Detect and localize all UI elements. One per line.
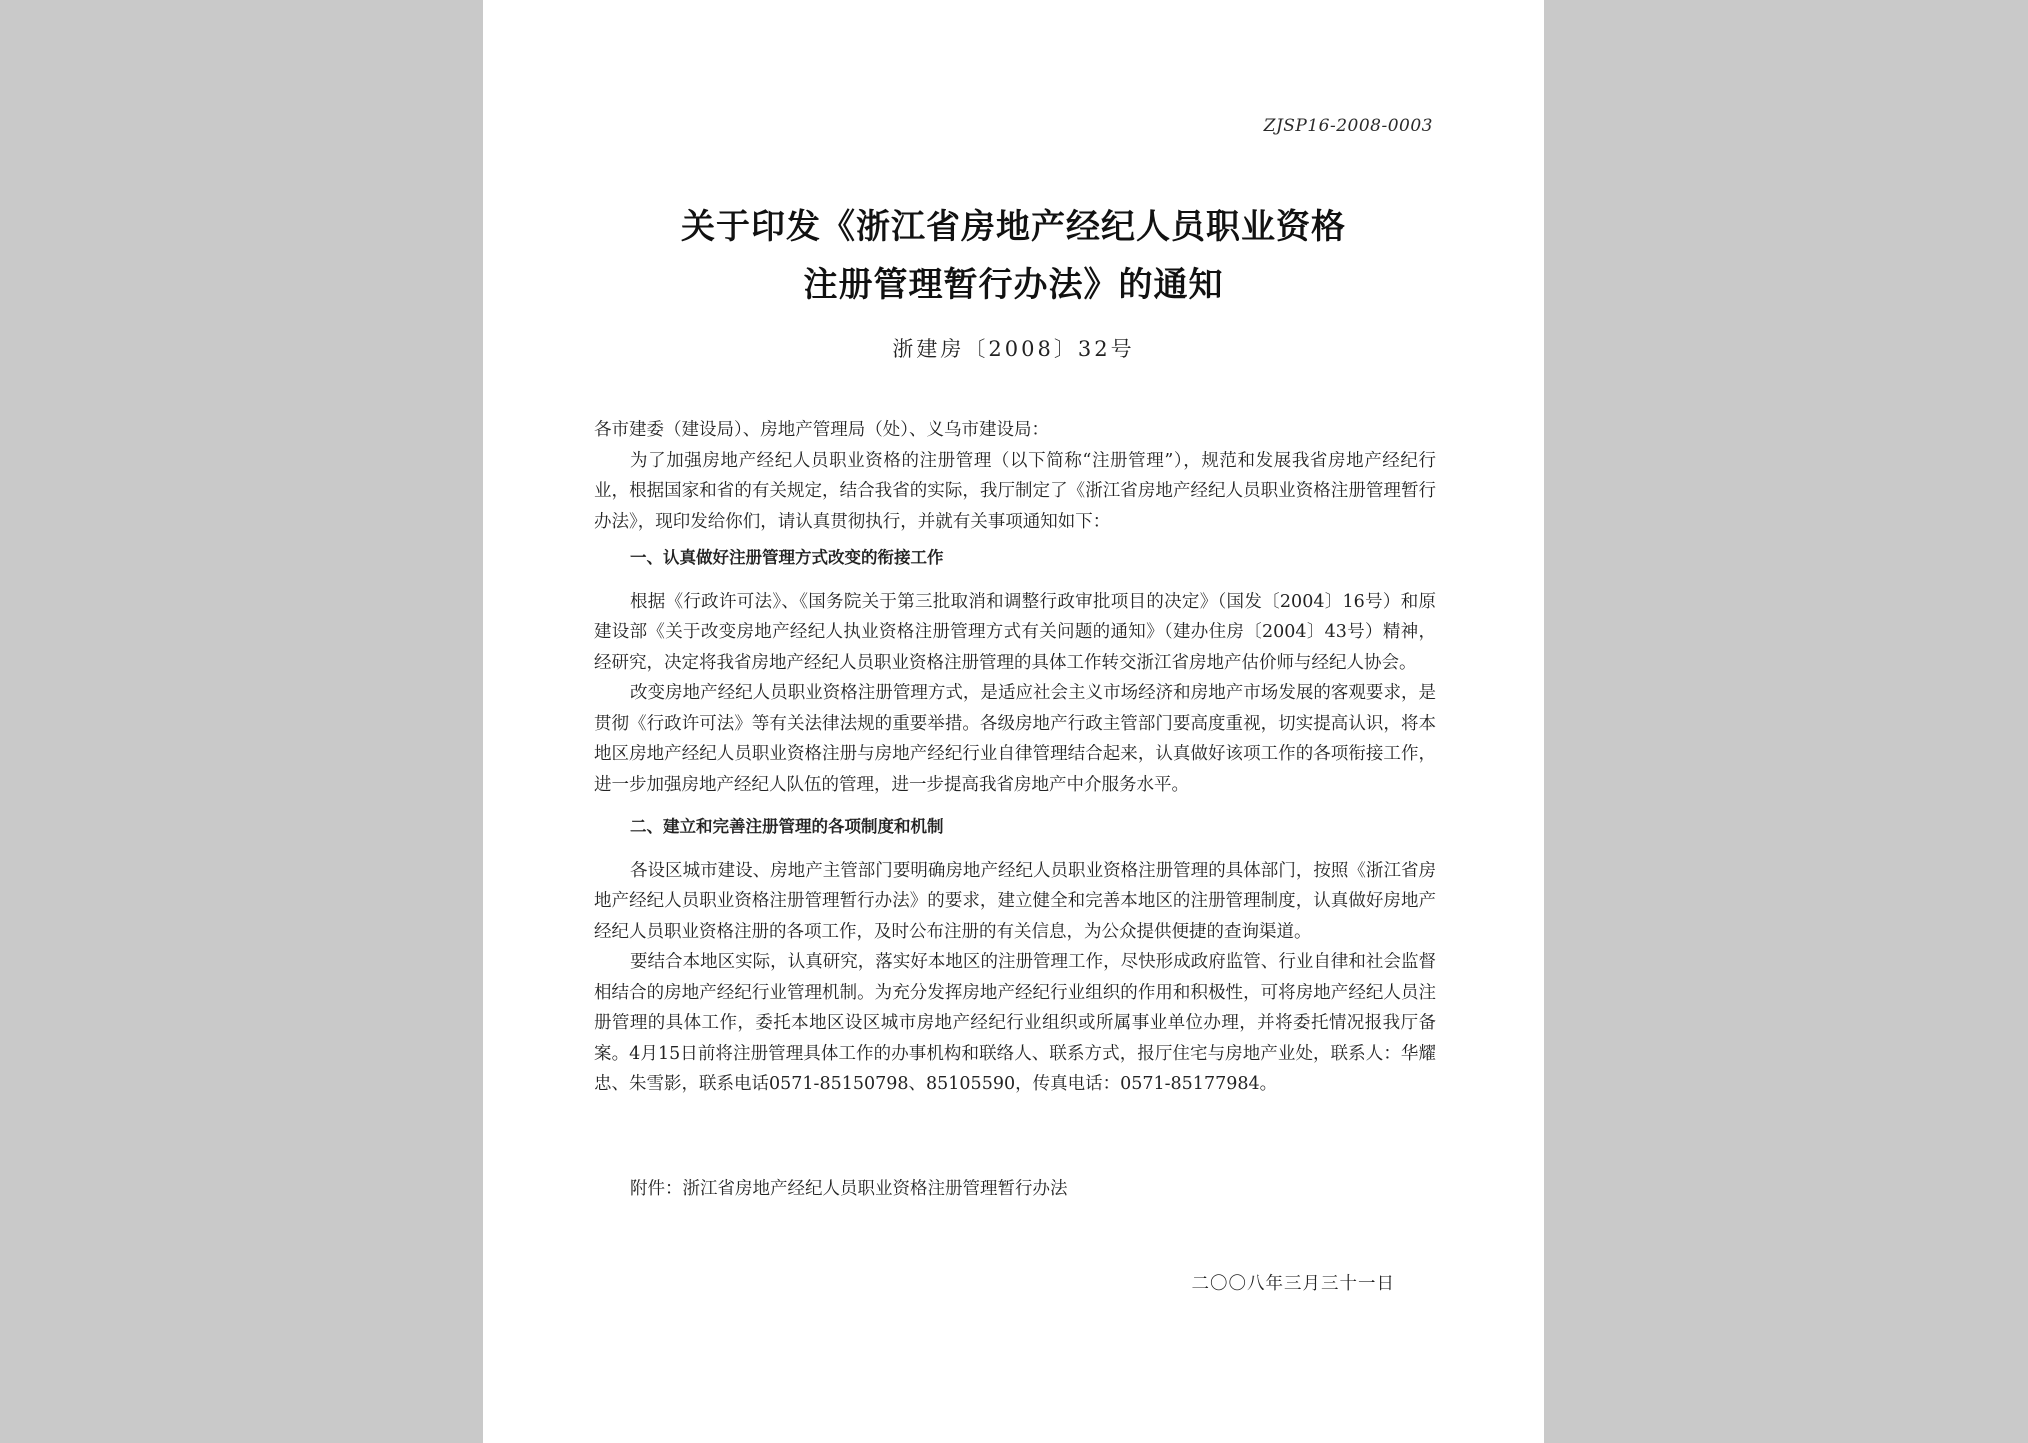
attachment-line: 附件：浙江省房地产经纪人员职业资格注册管理暂行办法 <box>630 1179 1068 1199</box>
section-1-paragraph-2: 改变房地产经纪人员职业资格注册管理方式，是适应社会主义市场经济和房地产市场发展的客观要求，是贯彻《行政许可法》等有关法律法规的重要举措。各级房地产行政主管部门要高度重视，切实提高认识，将本地区房地产经纪人员职业资格注册与房地产经纪行业自律管理结合起来，认真做好该项工作的各项衔接工作，进一步加强房地产经纪人队伍的管理，进一步提高我省房地产中介服务水平。 <box>594 683 1436 795</box>
document-code: ZJSP16-2008-0003 <box>1263 116 1433 136</box>
section-1-heading: 一、认真做好注册管理方式改变的衔接工作 <box>630 548 944 567</box>
title-line-2: 注册管理暂行办法》的通知 <box>803 265 1224 305</box>
document-body <box>594 415 1436 1100</box>
document-page <box>483 0 1544 1443</box>
section-2-heading: 二、建立和完善注册管理的各项制度和机制 <box>630 817 944 836</box>
issue-date: 二〇〇八年三月三十一日 <box>1191 1274 1395 1294</box>
section-1-paragraph-1: 根据《行政许可法》、《国务院关于第三批取消和调整行政审批项目的决定》（国发〔2004〕16号）和原建设部《关于改变房地产经纪人执业资格注册管理方式有关问题的通知》（建办住房〔2004〕43号）精神，经研究，决定将我省房地产经纪人员职业资格注册管理的具体工作转交浙江省房地产估价师与经纪人协会。 <box>594 591 1436 673</box>
section-2-paragraph-2: 要结合本地区实际，认真研究，落实好本地区的注册管理工作，尽快形成政府监管、行业自律和社会监督相结合的房地产经纪行业管理机制。为充分发挥房地产经纪行业组织的作用和积极性，可将房地产经纪人员注册管理的具体工作，委托本地区设区城市房地产经纪行业组织或所属事业单位办理，并将委托情况报我厅备案。4月15日前将注册管理具体工作的办事机构和联络人、联系方式，报厅住宅与房地产业处，联系人：华耀忠、朱雪影，联系电话0571-85150798、85105590，传真电话：0571-85177984。 <box>594 952 1436 1094</box>
section-2-paragraph-1: 各设区城市建设、房地产主管部门要明确房地产经纪人员职业资格注册管理的具体部门，按照《浙江省房地产经纪人员职业资格注册管理暂行办法》的要求，建立健全和完善本地区的注册管理制度，认真做好房地产经纪人员职业资格注册的各项工作，及时公布注册的有关信息，为公众提供便捷的查询渠道。 <box>594 860 1436 942</box>
title-line-1: 关于印发《浙江省房地产经纪人员职业资格 <box>681 207 1346 247</box>
document-title <box>483 198 1544 314</box>
intro-paragraph: 为了加强房地产经纪人员职业资格的注册管理（以下简称“注册管理”），规范和发展我省房地产经纪行业，根据国家和省的有关规定，结合我省的实际，我厅制定了《浙江省房地产经纪人员职业资格注册管理暂行办法》，现印发给你们，请认真贯彻执行，并就有关事项通知如下： <box>594 450 1436 532</box>
addressee: 各市建委（建设局）、房地产管理局（处）、义乌市建设局： <box>594 420 1049 440</box>
document-number: 浙建房〔2008〕32号 <box>892 337 1135 361</box>
